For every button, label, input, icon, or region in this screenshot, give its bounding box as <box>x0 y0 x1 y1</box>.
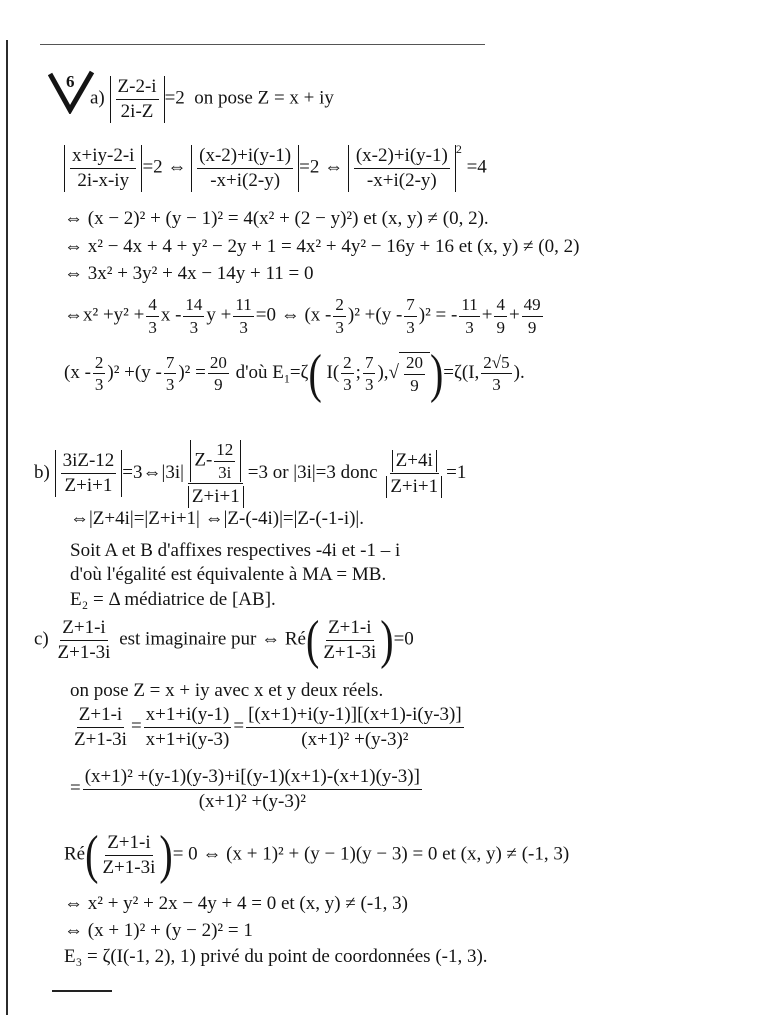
top-rule <box>40 44 485 45</box>
part-a-line-5: ⇔ 3x² + 3y² + 4x − 14y + 11 = 0 <box>64 263 314 284</box>
part-a-line-2: $\frac{x+iy-2-i}{2i-x-iy}$ =2 ⇔ $\frac{(x-2)+i(y-1)}{-x+i(2-y)}$ =2 ⇔ $\frac{(x-2)+i(y-1)}{-x+i(2-y)}$ $^2$ =4 <box>64 145 487 192</box>
part-a-line-4: ⇔ x² − 4x + 4 + y² − 2y + 1 = 4x² + 4y² − 16y + 16 et (x, y) ≠ (0, 2) <box>64 236 580 257</box>
part-c-line-5: Ré( $\frac{Z+1-i}{Z+1-3i}$ )= 0 ⇔ (x + 1)² + (y − 1)(y − 3) = 0 et (x, y) ≠ (-1, 3) <box>64 824 570 886</box>
part-a-line-1: a) $\frac{Z-2-i}{2i-Z}$ =2 on pose Z = x + iy <box>90 76 334 122</box>
part-c-line-4: = $\frac{\text{(x+1)² +(y-1)(y-3)+i[(y-1)(x+1)-(x+1)(y-3)]}}{\text{(x+1)² +(y-3)²}}$ <box>70 766 420 812</box>
part-c-line-6: ⇔ x² + y² + 2x − 4y + 4 = 0 et (x, y) ≠ (-1, 3) <box>64 893 408 914</box>
part-a-line-7: (x - $\frac{2}{3}$ )² +(y - $\frac{7}{3}$ )² = $\frac{20}{9}$ d'où $E_1=\zeta$( I( $\frac{2}{3}$ ; $\frac{7}{3}$ ),√ $\frac{20}{9}$ )=ζ(I, $\frac{2√5}{3}$ ). <box>64 342 525 404</box>
part-b-line-1: b) $\frac{3iZ-12}{Z+i+1}$ =3⇔|3i| Z- $\frac{12}{3i}$ Z+i+1 =3 or |3i|=3 donc $\frac{Z+4i}{Z+i+1}$ =1 <box>34 440 467 507</box>
part-a-line-6: ⇔x² +y² + $\frac{4}{3}$ x - $\frac{14}{3}$ y + $\frac{11}{3}$ =0 ⇔ (x - $\frac{2}{3}$ )² +(y - $\frac{7}{3}$ )² = - $\frac{11}{3}$ + $\frac{4}{9}$ + $\frac{49}{9}$ <box>64 295 541 337</box>
part-c-line-1: c) $\frac{Z+1-i}{Z+1-3i}$ est imaginaire pur ⇔ Ré( $\frac{Z+1-i}{Z+1-3i}$ )=0 <box>34 609 414 671</box>
part-c-line-3: $\frac{Z+1-i}{Z+1-3i}$ = $\frac{x+1+i(y-1)}{x+1+i(y-3)}$ = $\frac{[(x+1)+i(y-1)][(x+1)-i(y-3)]}{\text{(x+1)² +(y-3)²}}$ <box>74 704 462 750</box>
part-b-line-3: Soit A et B d'affixes respectives -4i et -1 – i <box>70 540 401 561</box>
part-b-line-2: ⇔|Z+4i|=|Z+i+1| ⇔|Z-(-4i)|=|Z-(-1-i)|. <box>70 508 364 529</box>
part-b-line-4: d'où l'égalité est équivalente à MA = MB. <box>70 564 387 585</box>
part-a-line-3: ⇔ (x − 2)² + (y − 1)² = 4(x² + (2 − y)²) et (x, y) ≠ (0, 2). <box>64 208 489 229</box>
part-c-line-7: ⇔ (x + 1)² + (y − 2)² = 1 <box>64 920 253 941</box>
exercise-number: 6 <box>66 72 75 91</box>
part-c-line-8: E₃ = ζ(I(-1, 2), 1) privé du point de coordonnées (-1, 3). <box>64 946 488 967</box>
left-margin-rule <box>6 40 8 1015</box>
part-b-line-5: E₂ = Δ médiatrice de [AB]. <box>70 589 276 610</box>
bottom-rule <box>52 990 112 992</box>
part-c-line-2: on pose Z = x + iy avec x et y deux réels. <box>70 680 384 701</box>
